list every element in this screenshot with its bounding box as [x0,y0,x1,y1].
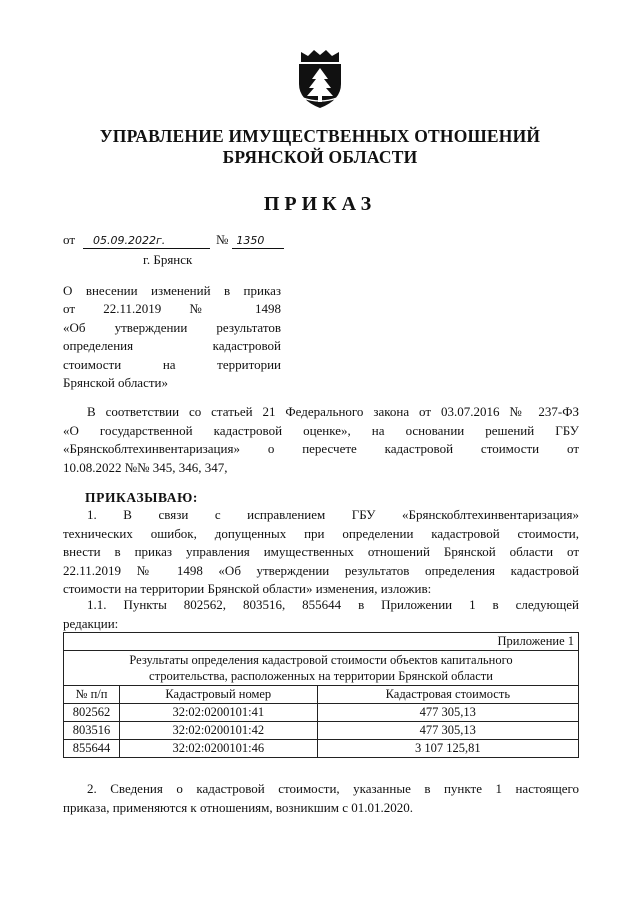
item-1-line: 22.11.2019 № 1498 «Об утверждении результатов определения кадастровой [63,562,579,578]
item-2-paragraph [63,780,579,817]
row-cadastral-number: 32:02:0200101:41 [119,704,317,722]
number-sign: № [216,232,229,247]
order-date-number-line [63,232,284,249]
column-header-cadastral-number: Кадастровый номер [119,686,317,704]
cadastral-value-table [63,632,579,758]
row-cadastral-number: 32:02:0200101:42 [119,722,317,740]
order-heading: ПРИКАЗЫВАЮ: [85,490,199,505]
organization-line-1: УПРАВЛЕНИЕ ИМУЩЕСТВЕННЫХ ОТНОШЕНИЙ [99,126,541,146]
handwritten-number: 1350 [236,234,265,247]
preamble-line: «О государственной кадастровой оценке», на основании решений ГБУ [63,422,579,438]
subject-line: Брянской области» [63,375,168,391]
column-header-cadastral-value: Кадастровая стоимость [317,686,578,704]
handwritten-date: 05.09.2022г. [93,234,166,247]
subject-line: определения кадастровой [63,338,281,354]
appendix-label: Приложение 1 [64,633,579,651]
table-row [64,722,579,740]
item-1-line: стоимости на территории Брянской области» изменения, изложив: [63,581,432,597]
preamble-paragraph [63,403,579,477]
preamble-line: 10.08.2022 №№ 345, 346, 347, [63,459,228,475]
subject-line: «Об утверждении результатов [63,319,281,335]
row-cadastral-value: 477 305,13 [317,722,578,740]
preamble-line: В соответствии со статьей 21 Федерального закона от 03.07.2016 № 237-ФЗ [87,404,579,419]
item-1-paragraph [63,506,579,599]
item-2-line: 2. Сведения о кадастровой стоимости, указанные в пункте 1 настоящего [87,781,579,796]
item-1-1-line: редакции: [63,615,119,631]
column-header-number: № п/п [64,686,120,704]
table-caption [64,651,579,686]
row-cadastral-number: 32:02:0200101:46 [119,740,317,758]
item-1-1-paragraph [63,596,579,633]
date-prefix: от [63,232,76,247]
item-2-line: приказа, применяются к отношениям, возникшим с 01.01.2020. [63,799,413,815]
subject-line: стоимости на территории [63,356,281,372]
organization-name [0,126,640,168]
item-1-1-line: 1.1. Пункты 802562, 803516, 855644 в Приложении 1 в следующей [87,597,579,612]
coat-of-arms-emblem [293,48,347,110]
row-item-number: 803516 [64,722,120,740]
subject-line: от 22.11.2019 № 1498 [63,301,281,317]
item-1-line: внести в приказ управления имущественных отношений Брянской области от [63,544,579,560]
row-cadastral-value: 477 305,13 [317,704,578,722]
item-1-line: технических ошибок, допущенных при определении кадастровой стоимости, [63,525,579,541]
organization-line-2: БРЯНСКОЙ ОБЛАСТИ [222,147,418,167]
row-item-number: 855644 [64,740,120,758]
row-item-number: 802562 [64,704,120,722]
table-row [64,704,579,722]
table-caption-line-1: Результаты определения кадастровой стоимости объектов капитального [129,653,513,667]
preamble-line: «Брянскоблтехинвентаризация» о пересчете кадастровой стоимости от [63,441,579,457]
subject-line: О внесении изменений в приказ [63,283,281,298]
row-cadastral-value: 3 107 125,81 [317,740,578,758]
document-type-title: ПРИКАЗ [263,193,377,215]
order-subject [63,282,281,392]
table-caption-line-2: строительства, расположенных на территории Брянской области [149,669,493,683]
table-row [64,740,579,758]
item-1-line: 1. В связи с исправлением ГБУ «Брянскоблтехинвентаризация» [87,507,579,522]
city: г. Брянск [143,252,193,267]
table-header-row [64,686,579,704]
